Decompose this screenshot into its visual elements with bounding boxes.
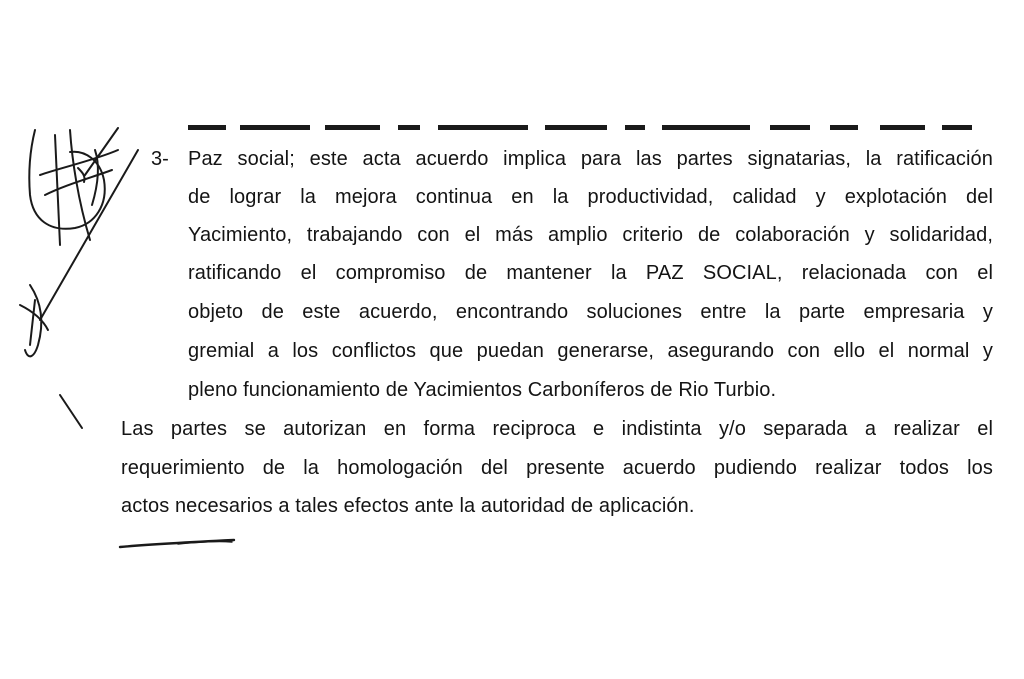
paragraph-text-line: actos necesarios a tales efectos ante la autoridad de aplicación. [121,495,695,517]
item-text-line: pleno funcionamiento de Yacimientos Carboníferos de Rio Turbio. [188,379,777,401]
handwritten-dash [118,536,238,550]
item-text-line: Yacimiento, trabajando con el más amplio criterio de colaboración y solidaridad, [188,224,993,246]
item-text-line: ratificando el compromiso de mantener la PAZ SOCIAL, relacionada con el [188,262,993,284]
cropped-text-line [180,115,980,135]
paragraph-text-line: Las partes se autorizan en forma reciproca e indistinta y/o separada a realizar el [121,418,993,440]
paragraph-text-line: requerimiento de la homologación del presente acuerdo pudiendo realizar todos los [121,457,993,479]
handwritten-signature [0,0,160,440]
item-number: 3- [151,148,169,170]
item-text-line: de lograr la mejora continua en la productividad, calidad y explotación del [188,186,993,208]
item-text-line: objeto de este acuerdo, encontrando soluciones entre la parte empresaria y [188,301,993,323]
item-text-line: gremial a los conflictos que puedan generarse, asegurando con ello el normal y [188,340,993,362]
item-text-line: Paz social; este acta acuerdo implica para las partes signatarias, la ratificación [188,148,993,170]
